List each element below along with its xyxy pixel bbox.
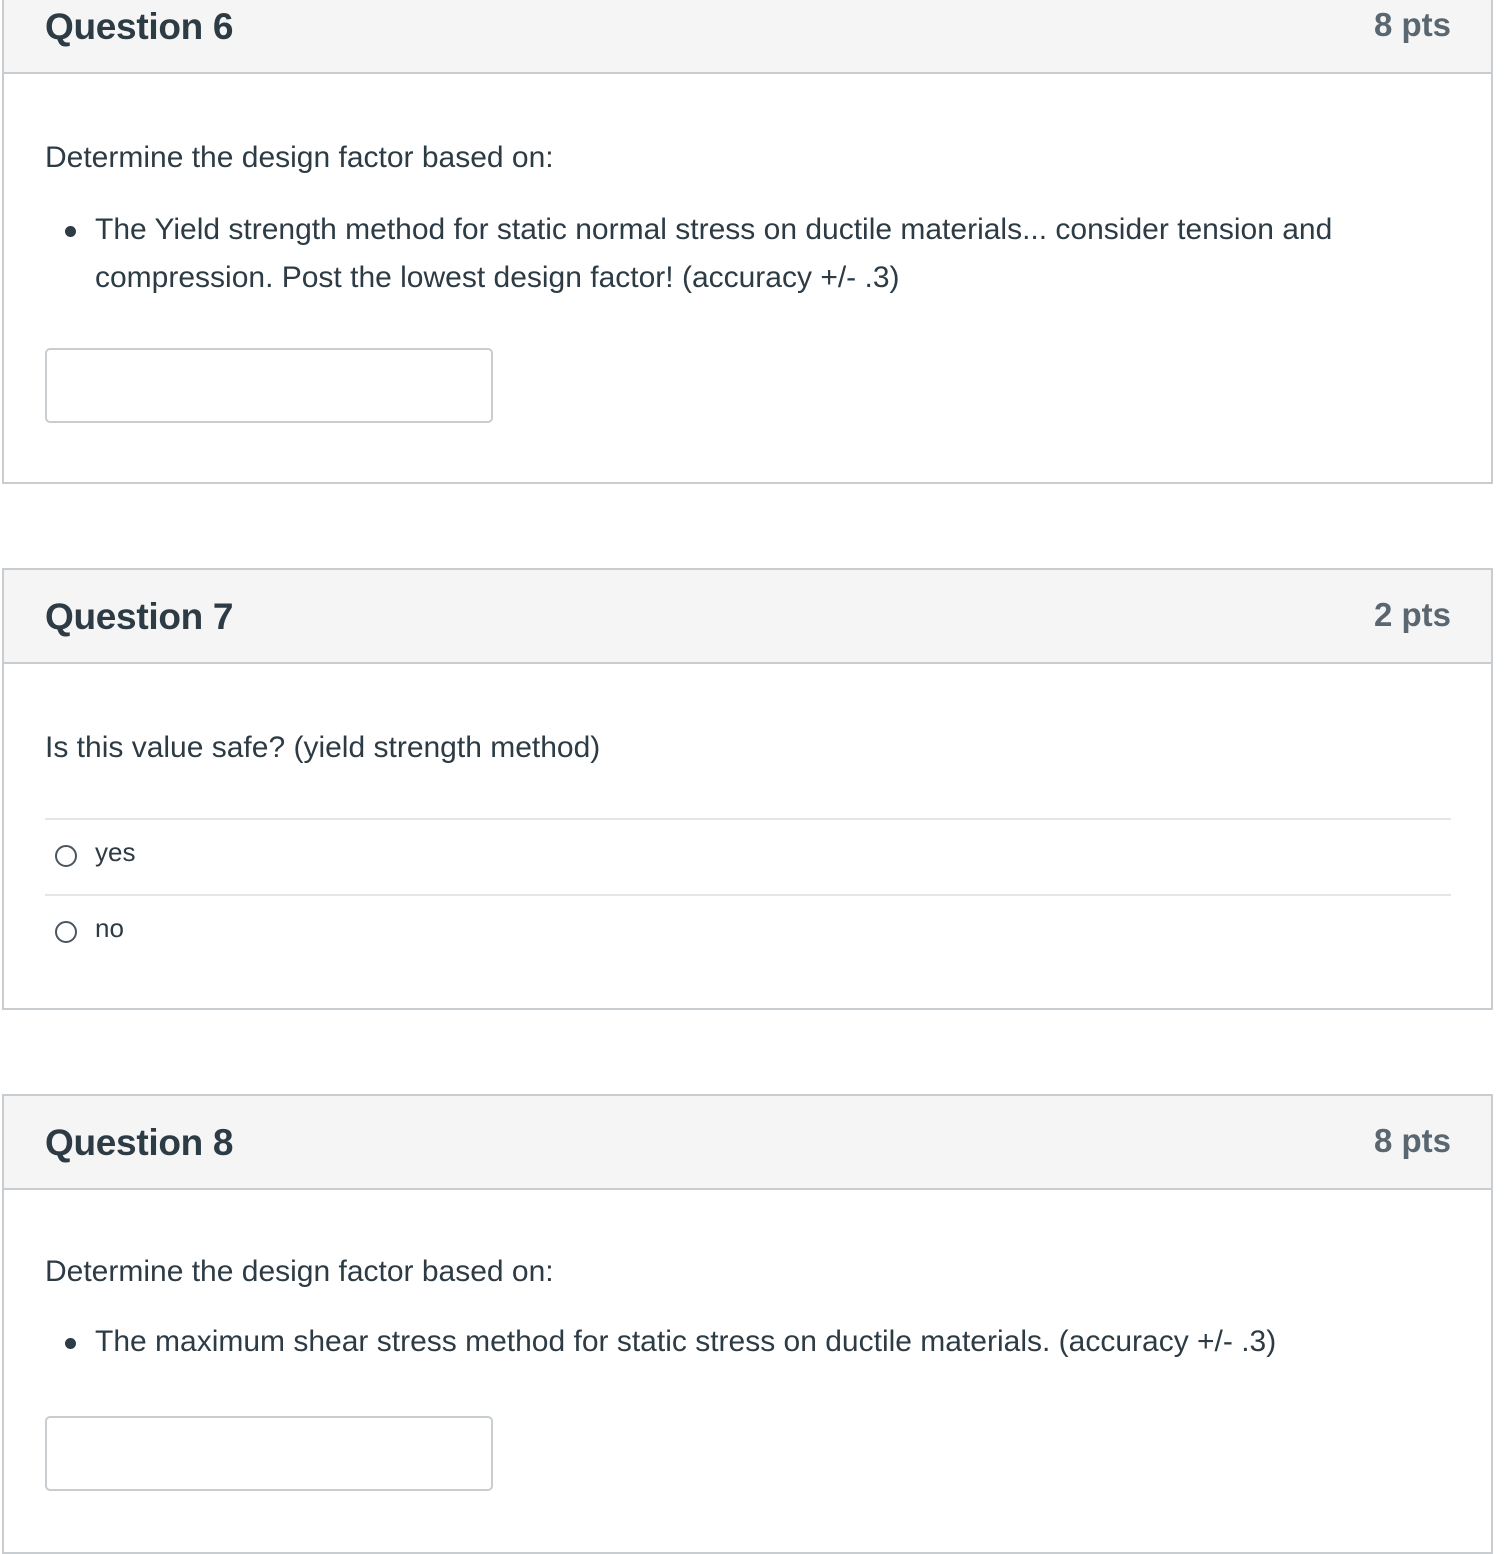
question-title: Question 8 (45, 1122, 234, 1163)
question-text: Determine the design factor based on: (45, 141, 554, 174)
question-title: Question 6 (45, 6, 234, 47)
answer-input[interactable] (45, 1416, 493, 1491)
option-label[interactable]: yes (95, 837, 136, 867)
option-label[interactable]: no (95, 913, 124, 943)
question-bullet (95, 1318, 1411, 1366)
radio-button[interactable] (55, 845, 77, 867)
question-points: 8 pts (1373, 6, 1451, 43)
option-no[interactable] (45, 896, 1451, 970)
question-header (4, 1096, 1491, 1190)
answer-input[interactable] (45, 348, 493, 423)
question-title: Question 7 (45, 596, 234, 637)
question-text: Determine the design factor based on: (45, 1255, 554, 1288)
radio-button[interactable] (55, 921, 77, 943)
question-text: Is this value safe? (yield strength method) (45, 731, 601, 764)
answer-options (45, 818, 1451, 970)
question-points: 8 pts (1373, 1122, 1451, 1159)
question-bullet (95, 206, 1411, 302)
question-header (4, 570, 1491, 664)
question-points: 2 pts (1373, 596, 1451, 633)
question-bullet-text: The maximum shear stress method for static stress on ductile materials. (accuracy +/- .3) (95, 1325, 1277, 1358)
question-bullet-list (45, 206, 1411, 302)
question-header (4, 0, 1491, 74)
question-bullet-list (45, 1318, 1411, 1366)
bullet-icon (65, 1338, 76, 1349)
question-bullet-text: The Yield strength method for static normal stress on ductile materials... consider tension and compression. Post the lowest design factor! (accuracy +/- .3) (95, 213, 1333, 294)
question-6 (2, 0, 1493, 484)
bullet-icon (65, 226, 76, 237)
question-8 (2, 1094, 1493, 1554)
option-yes[interactable] (45, 820, 1451, 894)
question-7 (2, 568, 1493, 1010)
